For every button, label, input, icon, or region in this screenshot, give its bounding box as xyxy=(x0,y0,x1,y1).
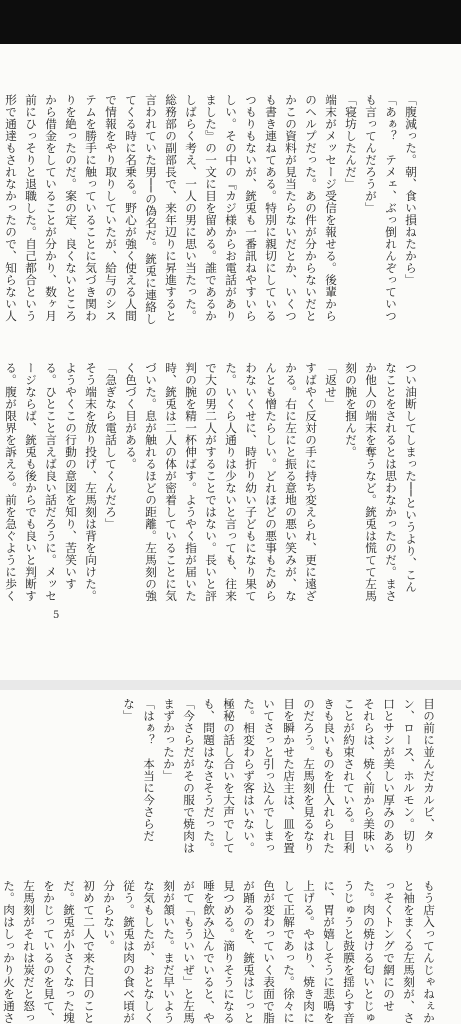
book-page-5 xyxy=(0,44,461,680)
paragraph: すばやく反対の手に持ち変えられ、更に遠ざかる。右に左にと振る意地の悪い笑みが、なんとも憎たらしい。どれほどの悪事もためらわないくせに、時折り幼い子どもになり果てた。いくら人通りは少ないと言っても、往来で大の男二人がすることではない。長いと評判の腕を精一杯伸ばす。ようやく指が届いた時、銃兎は二人の体が密着していることに気づいた。息が触れるほどの距離。左馬刻の強く色づく目がある。 xyxy=(124,362,318,602)
book-page-6 xyxy=(0,690,461,1024)
page-number: 5 xyxy=(53,610,60,621)
page6-lower-text xyxy=(2,880,439,1024)
paragraph: もう店入ってんじゃねぇかと袖をまくる左馬刻が、さっそくトングで網にのせた。肉の焼ける匂いとじゅうじゅうと鼓膜を揺らす音に、胃が嬉しそうに悲鳴を上げる。やはり、焼き肉にして正解であった。徐々に色が変わっていく表面で脂が踊るのを、銃兎はじっと見つめる。滴りそうになる唾を飲み込んでいると、やがて「もういいぜ」と左馬刻が頷いた。まだ早いような気もしたが、おとなしく従う。銃兎は肉の食べ頃が分からない。 xyxy=(102,880,436,1024)
paragraph: つい油断してしまった──というより、こんなことをされるとは思わなかったのだ。まさか他人の端末を奪うなど。銃兎は慌てて左馬刻の腕を掴んだ。 xyxy=(344,362,418,602)
paragraph: 「はぁ？ 本当に今さらだな」 xyxy=(122,698,156,842)
top-status-bar xyxy=(0,0,461,44)
page5-lower-text xyxy=(4,362,421,602)
paragraph: そう端末を放り投げ、左馬刻は背を向けた。ようやくこの行動の意図を知り、苦笑いする。ひとこと言えば良い話だろうに。メッセージならば、銃兎も後からでも良いと判断する。腹が限界を訴える。前を急ぐように歩く xyxy=(4,362,98,602)
paragraph: 初めて二人で来た日のことだ。銃兎が小さくなった塊をかじっているのを見て、左馬刻がそれは炭だと怒った。肉はしっかり火を通さ xyxy=(2,880,96,1024)
paragraph: 「急ぎなら電話してくんだろ」 xyxy=(104,362,118,530)
paragraph: 「あぁ？ テメェ、ぶっ倒れんぞっていつも言ってんだろうが」 xyxy=(364,94,398,322)
page5-upper-text xyxy=(4,94,421,329)
paragraph: 端末がメッセージ受信を報せる。後輩からのヘルプだった。あの件が分からないだとかこの資料が見当たらないだとか、いくつも書き連ねてある。特別に親切にしているつもりもないが、銃兎も一番訊ねやすいらしい。その中の『カジ様からお電話がありました』の一文に目を留める。誰であるかしばらく考え、一人の男に思い当たった。総務部の副部長で、来年辺りに昇進すると言われていた男──の偽名だ。銃兎に連絡してくる時に名乗る。野心が強く使える人間で情報をやり取りしていたが、給与のシステムを勝手に触っていることに気づき関わりを絶ったのだ。案の定、良くないところから借金をしていることが分かり、数ヶ月前にひっそりと退職した。自己都合という形で通達もされなかったので、知らない人 xyxy=(4,94,338,325)
paragraph: 「返せ」 xyxy=(324,362,338,410)
paragraph: 「今さらだがその服で焼肉はまずかったか」 xyxy=(162,698,196,854)
page6-upper-text xyxy=(34,698,439,858)
paragraph: 「腹減った。朝、食い損ねたから」 xyxy=(404,94,418,286)
paragraph: 「寝坊したんだ」 xyxy=(344,94,358,190)
paragraph: 目の前に並んだカルビ、タン、ロース、ホルモン。切り口とサシが美しい厚みのあるそれらは、焼く前から美味いことが約束されている。目利きも良いものを仕入れられたのだろう。左馬刻を見るなり目を瞬かせた店主は、皿を置いてさっと引っ込んでしまった。相変わらず客はいない。極秘の話し合いを大声でしても、問題はなさそうだった。 xyxy=(202,698,436,854)
